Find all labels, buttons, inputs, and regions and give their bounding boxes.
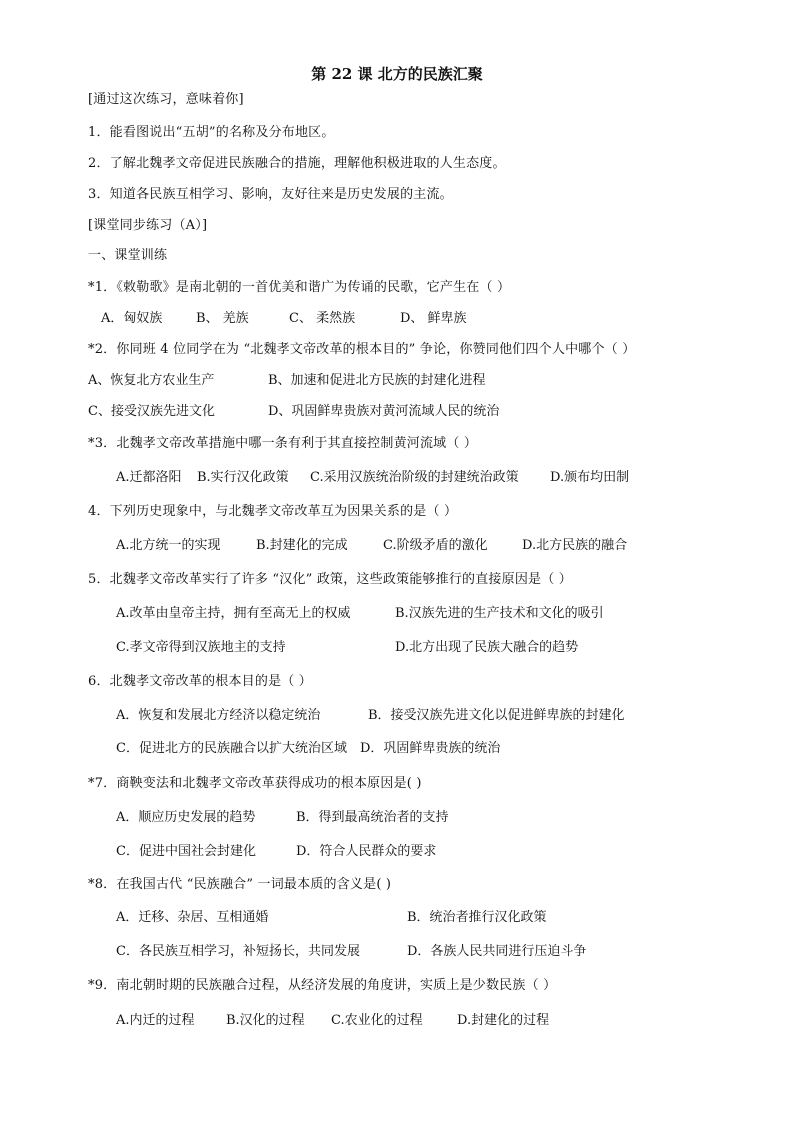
option-a: A、恢复北方农业生产 bbox=[88, 373, 215, 388]
question-2-stem: *2．你同班 4 位同学在为 “北魏孝文帝改革的根本目的” 争论，你赞同他们四个人中哪个（ ） bbox=[88, 342, 636, 357]
option-c: C.采用汉族统治阶级的封建统治政策 bbox=[310, 470, 519, 485]
option-a: A.迁都洛阳 bbox=[116, 470, 182, 485]
option-b: B.实行汉化政策 bbox=[197, 470, 289, 485]
option-a: A.内迁的过程 bbox=[116, 1013, 195, 1028]
option-b: B．统治者推行汉化政策 bbox=[407, 910, 547, 925]
option-a: A.改革由皇帝主持，拥有至高无上的权威 bbox=[116, 606, 351, 621]
option-b: B．接受汉族先进文化以促进鲜卑族的封建化 bbox=[368, 708, 625, 723]
question-5-stem: 5．北魏孝文帝改革实行了许多 “汉化” 政策，这些政策能够推行的直接原因是（ ） bbox=[88, 572, 572, 587]
option-b: B.汉族先进的生产技术和文化的吸引 bbox=[395, 606, 604, 621]
question-9-stem: *9．南北朝时期的民族融合过程，从经济发展的角度讲，实质上是少数民族（ ） bbox=[88, 978, 557, 993]
option-a: A．顺应历史发展的趋势 bbox=[116, 810, 256, 825]
option-b: B.封建化的完成 bbox=[256, 538, 348, 553]
option-b: B、加速和促进北方民族的封建化进程 bbox=[268, 373, 486, 388]
practice-label: [课堂同步练习（A）] bbox=[88, 218, 208, 233]
option-b: B.汉化的过程 bbox=[226, 1013, 305, 1028]
page-title: 第 22 课 北方的民族汇聚 bbox=[311, 65, 483, 83]
option-d: D．各族人民共同进行压迫斗争 bbox=[407, 944, 587, 959]
option-c: C．促进北方的民族融合以扩大统治区域 bbox=[116, 741, 347, 756]
option-d: D.北方民族的融合 bbox=[522, 538, 628, 553]
option-b: B．得到最高统治者的支持 bbox=[296, 810, 449, 825]
question-3-stem: *3．北魏孝文帝改革措施中哪一条有利于其直接控制黄河流域（ ） bbox=[88, 436, 478, 451]
question-6-stem: 6．北魏孝文帝改革的根本目的是（ ） bbox=[88, 674, 313, 689]
section-label: 一、课堂训练 bbox=[88, 248, 168, 263]
option-c: C.孝文帝得到汉族地主的支持 bbox=[116, 640, 286, 655]
option-d: D.北方出现了民族大融合的趋势 bbox=[395, 640, 579, 655]
option-c: C．促进中国社会封建化 bbox=[116, 844, 256, 859]
question-4-stem: 4．下列历史现象中，与北魏孝文帝改革互为因果关系的是（ ） bbox=[88, 504, 458, 519]
option-d: D．巩固鲜卑贵族的统治 bbox=[360, 741, 501, 756]
option-d: D.封建化的过程 bbox=[457, 1013, 550, 1028]
option-a: A．匈奴族 bbox=[101, 311, 163, 326]
option-c: C.农业化的过程 bbox=[331, 1013, 423, 1028]
option-d: D．符合人民群众的要求 bbox=[296, 844, 437, 859]
option-a: A．恢复和发展北方经济以稳定统治 bbox=[116, 708, 321, 723]
option-c: C、接受汉族先进文化 bbox=[88, 404, 215, 419]
option-b: B、 羌族 bbox=[196, 311, 249, 326]
option-c: C．各民族互相学习，补短扬长，共同发展 bbox=[116, 944, 360, 959]
objective-2: 2．了解北魏孝文帝促进民族融合的措施，理解他积极进取的人生态度。 bbox=[88, 156, 506, 171]
option-c: C、 柔然族 bbox=[289, 311, 356, 326]
objective-1: 1．能看图说出“五胡”的名称及分布地区。 bbox=[88, 125, 335, 140]
question-1-stem: *1．《敕勒歌》是南北朝的一首优美和谐广为传诵的民歌，它产生在（ ） bbox=[88, 280, 511, 295]
option-d: D、 鲜卑族 bbox=[400, 311, 467, 326]
objective-3: 3．知道各民族互相学习、影响，友好往来是历史发展的主流。 bbox=[88, 187, 453, 202]
option-d: D.颁布均田制 bbox=[550, 470, 630, 485]
option-a: A．迁移、杂居、互相通婚 bbox=[116, 910, 269, 925]
question-8-stem: *8．在我国古代 “民族融合” 一词最本质的含义是( ) bbox=[88, 877, 392, 892]
option-c: C.阶级矛盾的激化 bbox=[383, 538, 488, 553]
intro-label: [通过这次练习，意味着你] bbox=[88, 92, 244, 107]
option-d: D、巩固鲜卑贵族对黄河流域人民的统治 bbox=[268, 404, 500, 419]
option-a: A.北方统一的实现 bbox=[116, 538, 221, 553]
question-7-stem: *7．商鞅变法和北魏孝文帝改革获得成功的根本原因是( ) bbox=[88, 776, 422, 791]
